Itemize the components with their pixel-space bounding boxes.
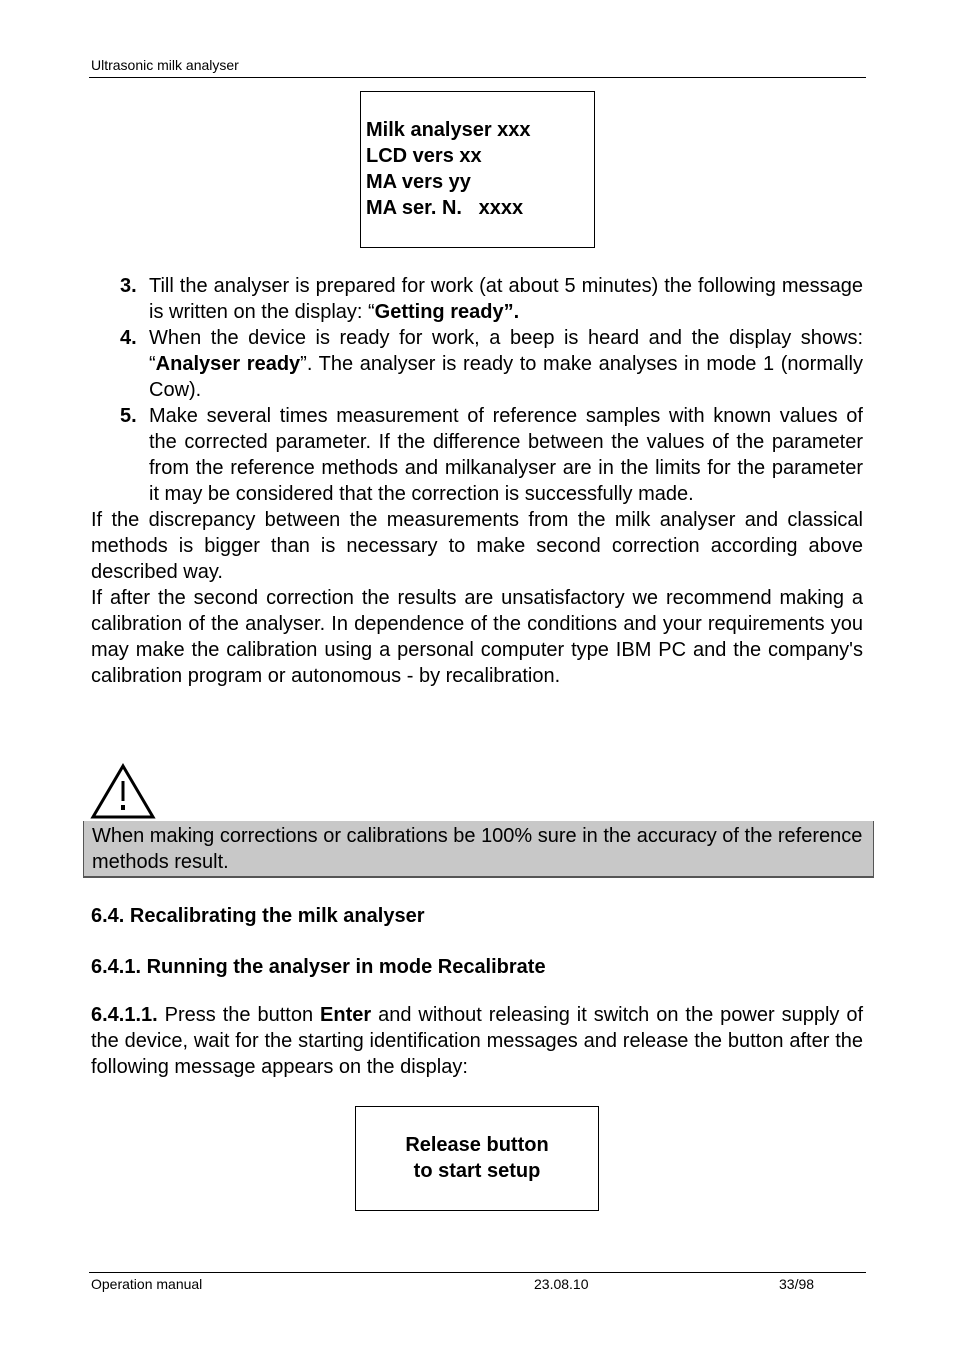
section-heading: 6.4. Recalibrating the milk analyser <box>91 905 425 927</box>
step-item <box>91 325 863 403</box>
footer-page-number: 33/98 <box>779 1276 815 1292</box>
step-text: Make several times measurement of reference samples with known values of the corrected parameter. If the difference between the values of the parameter from the reference methods and milkanalyser are in the limits for the parameter it may be considered that the correction is successfully made. <box>149 405 863 505</box>
warning-note: When making corrections or calibrations be 100% sure in the accuracy of the reference methods result. <box>83 821 874 878</box>
footer-document-name: Operation manual <box>91 1276 203 1292</box>
step-text: When the device is ready for work, a beep is heard and the display shows: “ <box>149 327 863 375</box>
enter-button-label: Enter <box>320 1004 372 1026</box>
display-line: to start setup <box>413 1160 541 1182</box>
step-item <box>91 403 863 507</box>
display-line: LCD vers xx <box>366 145 482 167</box>
step-text-after: ”. The analyser is ready to make analyses in mode 1 (normally Cow). <box>149 353 863 401</box>
step-bold-text: Getting ready”. <box>374 301 520 323</box>
footer-date: 23.08.10 <box>534 1276 589 1292</box>
display-line: Release button <box>405 1134 549 1156</box>
paragraph: If the discrepancy between the measurements from the milk analyser and classical methods is bigger than is necessary to make second correction according above described way. <box>91 509 863 583</box>
display-line: MA ser. N. xxxx <box>366 197 524 219</box>
footer-divider <box>89 1272 866 1273</box>
main-text <box>91 273 863 689</box>
step-number: 3. <box>120 275 137 297</box>
release-display-box <box>355 1106 599 1211</box>
step-number: 5. <box>120 405 137 427</box>
steps-list <box>91 273 863 507</box>
header-divider <box>89 77 866 78</box>
step-text: Till the analyser is prepared for work (at about 5 minutes) the following message is written on the display: “ <box>149 275 863 323</box>
subsection-heading: 6.4.1. Running the analyser in mode Recalibrate <box>91 956 546 978</box>
startup-display-box <box>360 91 595 248</box>
step-bold-text: Analyser ready <box>155 353 301 375</box>
display-line: MA vers yy <box>366 171 471 193</box>
display-line: Milk analyser xxx <box>366 119 531 141</box>
paragraph: If after the second correction the results are unsatisfactory we recommend making a calibration of the analyser. In dependence of the conditions and your requirements you may make the calibration using a personal computer type IBM PC and the company's calibration program or autonomous - by recalibration. <box>91 587 863 687</box>
header-title: Ultrasonic milk analyser <box>91 57 239 73</box>
step-item <box>91 273 863 325</box>
warning-triangle-icon <box>90 763 156 820</box>
recalibrate-step <box>91 1002 863 1080</box>
step-number: 6.4.1.1. <box>91 1004 158 1026</box>
step-text-after: and without releasing it switch on the power supply of the device, wait for the starting identification messages and release the button after the following message appears on the display: <box>91 1004 864 1078</box>
step-text: Press the button <box>157 1004 321 1026</box>
step-number: 4. <box>120 327 137 349</box>
